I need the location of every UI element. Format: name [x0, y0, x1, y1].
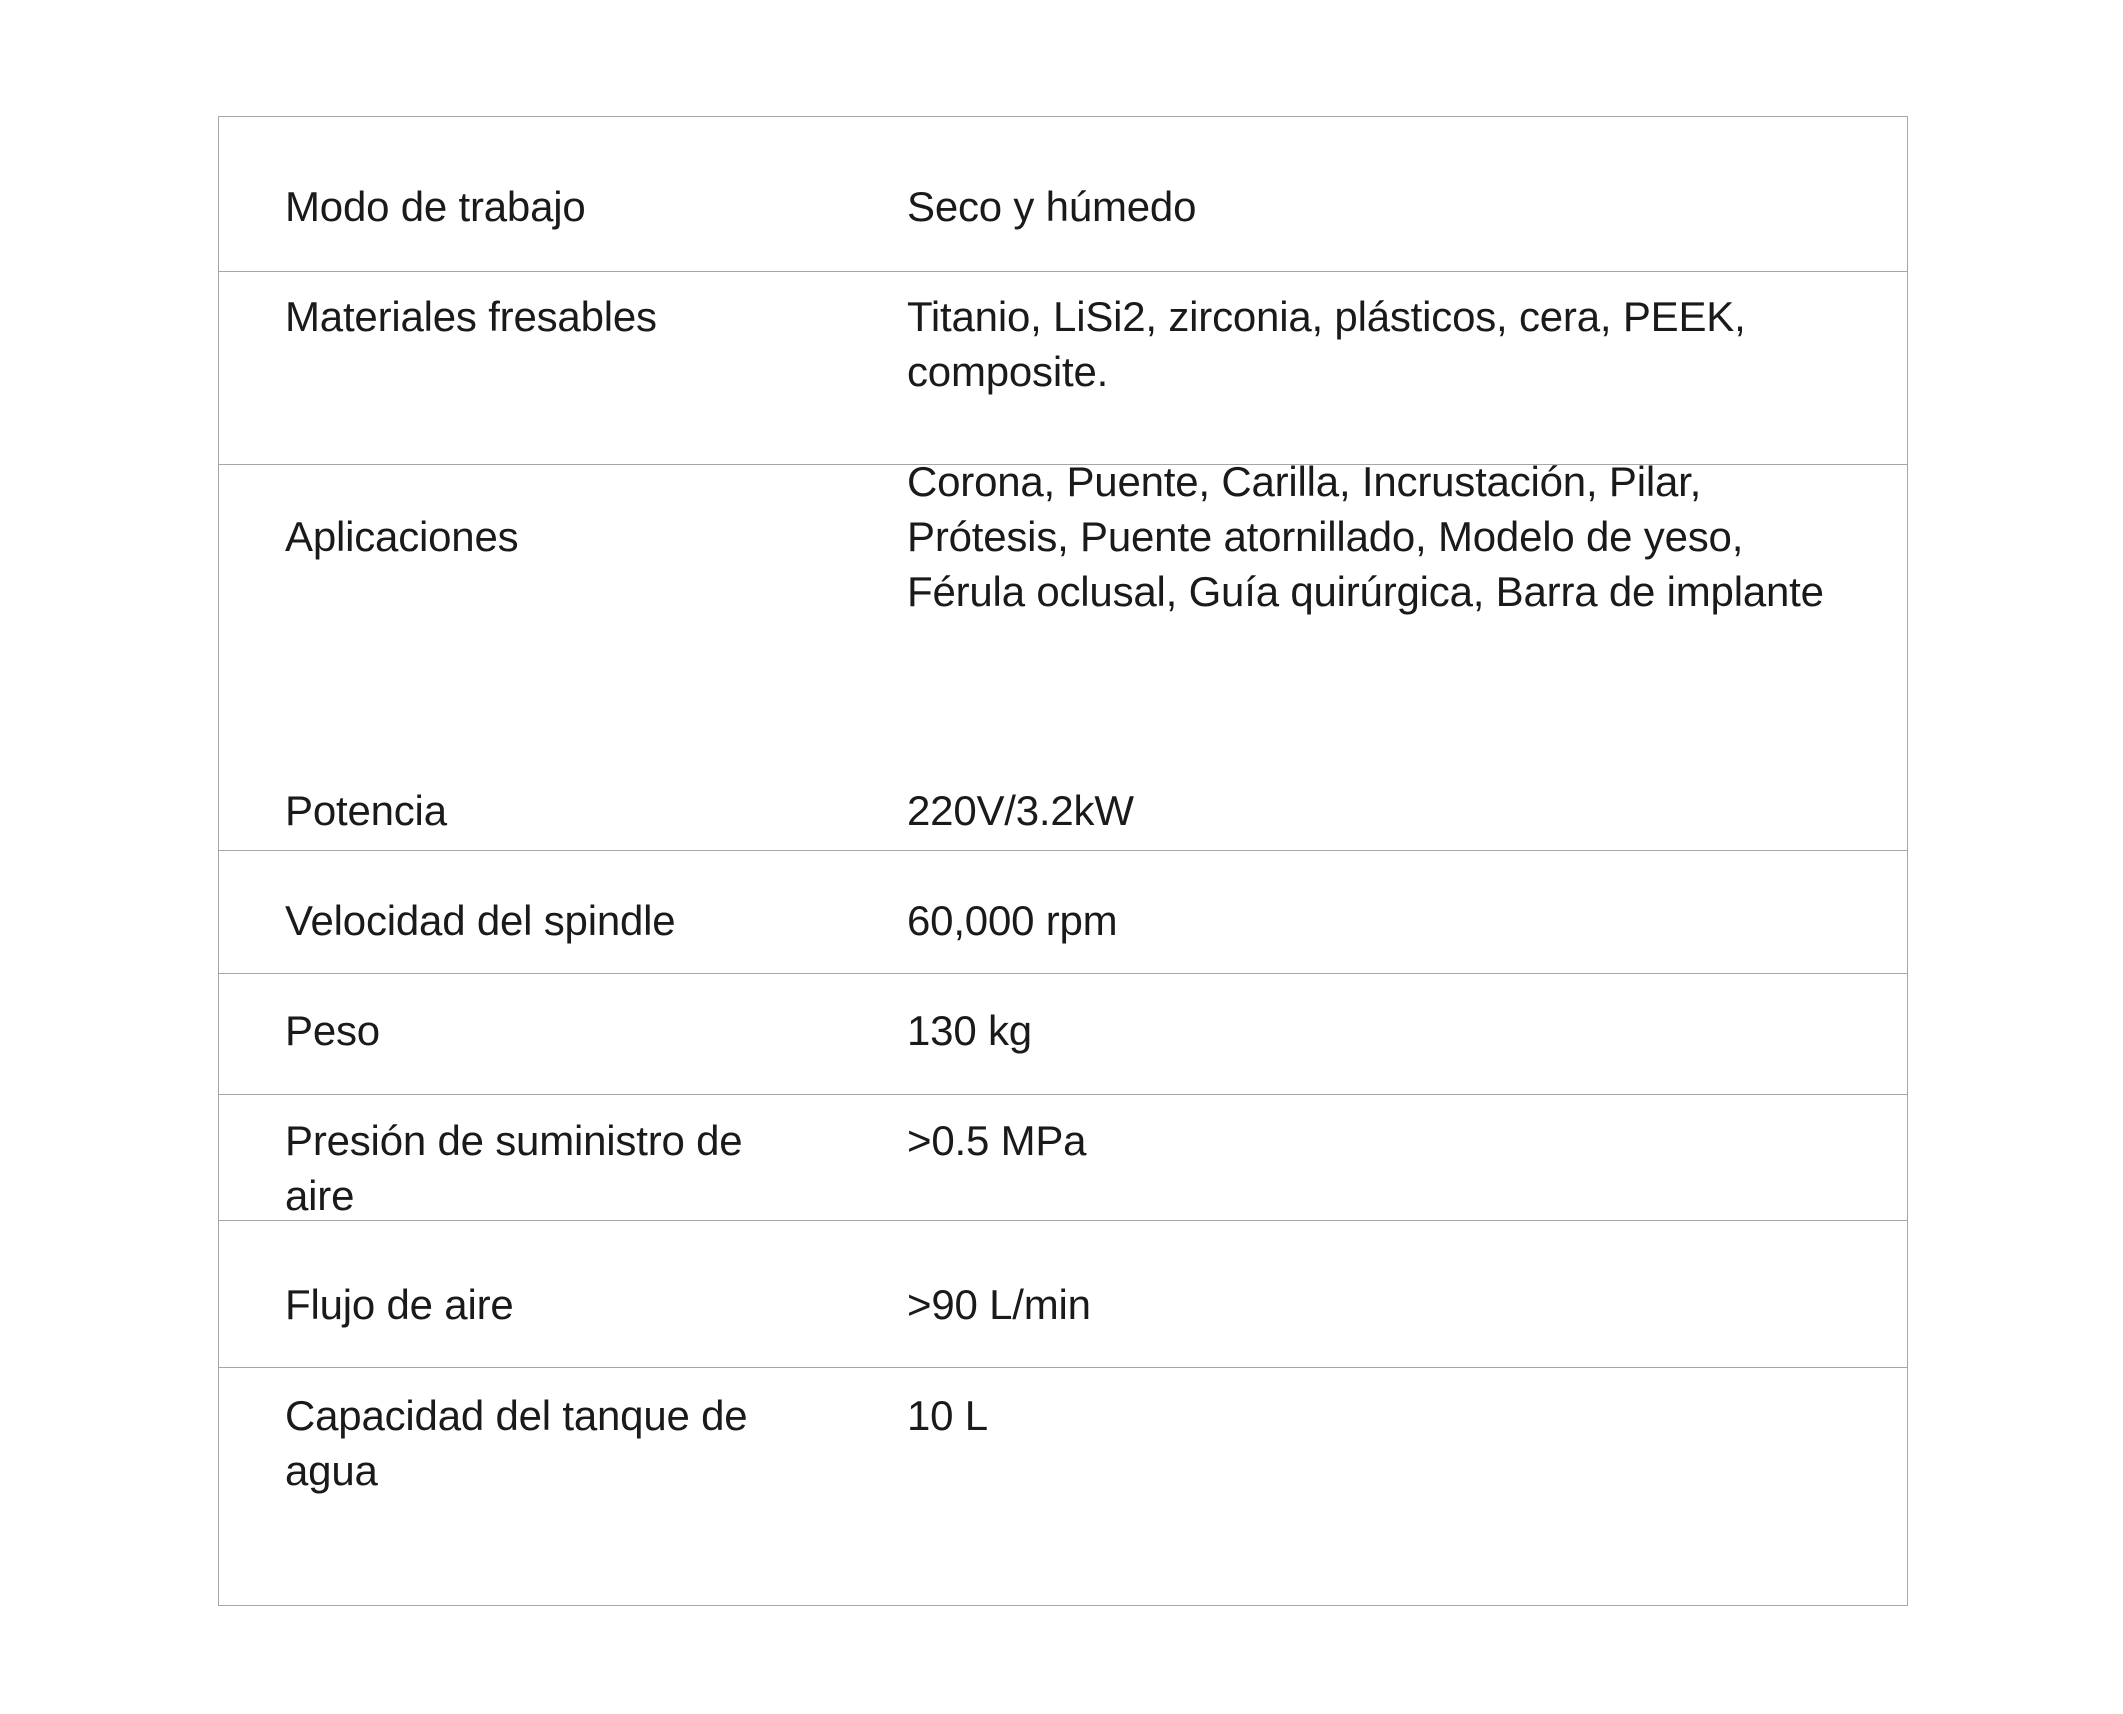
spec-label-weight: Peso [285, 1007, 380, 1054]
spec-label-applications: Aplicaciones [285, 513, 519, 560]
row-divider [219, 1094, 1907, 1095]
row-divider [219, 850, 1907, 851]
spec-label-work-mode: Modo de trabajo [285, 183, 586, 230]
spec-table [218, 116, 1908, 1606]
spec-label-power: Potencia [285, 787, 447, 834]
spec-value-power: 220V/3.2kW [907, 787, 1134, 834]
spec-value-air-flow: >90 L/min [907, 1281, 1091, 1328]
row-divider [219, 271, 1907, 272]
row-divider [219, 1367, 1907, 1368]
spec-label-water-tank: Capacidad del tanque de agua [285, 1392, 748, 1494]
spec-label-air-flow: Flujo de aire [285, 1281, 514, 1328]
spec-value-work-mode: Seco y húmedo [907, 183, 1197, 230]
spec-label-air-pressure: Presión de suministro de aire [285, 1117, 743, 1219]
spec-label-spindle-speed: Velocidad del spindle [285, 897, 676, 944]
spec-value-water-tank: 10 L [907, 1392, 988, 1439]
spec-value-materials: Titanio, LiSi2, zirconia, plásticos, cera, PEEK, composite. [907, 293, 1746, 395]
spec-value-spindle-speed: 60,000 rpm [907, 897, 1118, 944]
spec-value-applications: Corona, Puente, Carilla, Incrustación, Pilar, Prótesis, Puente atornillado, Modelo de yeso, Férula oclusal, Guía quirúrgica, Barra de implante [907, 458, 1824, 615]
spec-label-materials: Materiales fresables [285, 293, 657, 340]
row-divider [219, 973, 1907, 974]
spec-value-air-pressure: >0.5 MPa [907, 1117, 1087, 1164]
spec-value-weight: 130 kg [907, 1007, 1032, 1054]
